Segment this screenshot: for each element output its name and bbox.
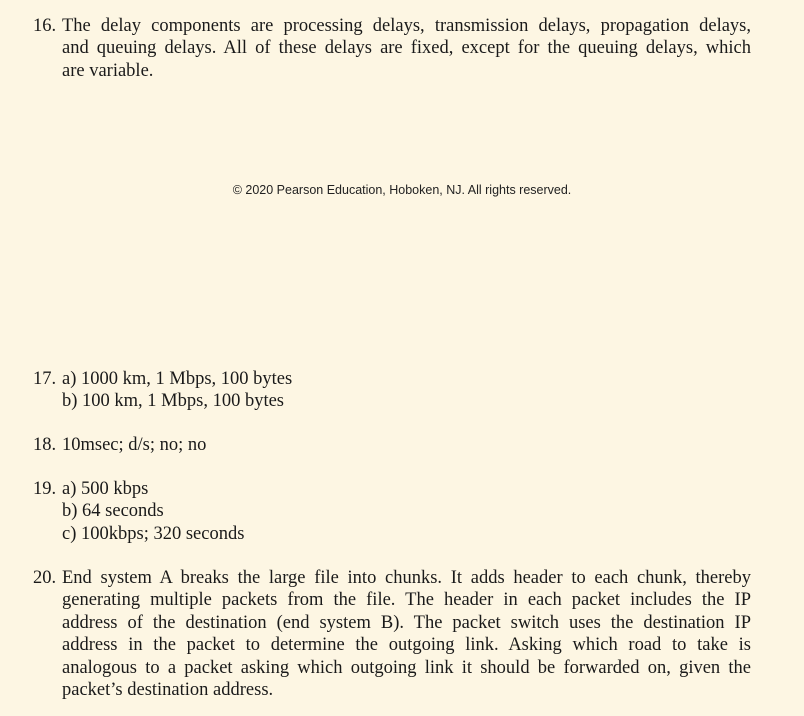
- answer-line: c) 100kbps; 320 seconds: [62, 523, 245, 544]
- question-16: [33, 15, 751, 82]
- answer-line: b) 100 km, 1 Mbps, 100 bytes: [62, 391, 284, 412]
- question-number: 16.: [33, 16, 57, 36]
- answer-line: a) 500 kbps: [62, 479, 149, 499]
- question-number: 17.: [33, 369, 57, 389]
- answer-line: b) 64 seconds: [62, 501, 164, 522]
- answer-line: address of the destination (end system B). The packet switch uses the destination IP: [62, 612, 751, 633]
- question-number: 19.: [33, 479, 57, 499]
- question-18: [33, 434, 751, 456]
- answer-line: 10msec; d/s; no; no: [62, 435, 207, 455]
- question-number: 20.: [33, 568, 57, 588]
- question-17: [33, 368, 751, 413]
- answer-line: generating multiple packets from the file. The header in each packet includes the IP: [62, 590, 751, 611]
- answer-line: packet’s destination address.: [62, 680, 274, 701]
- question-19: [33, 478, 751, 545]
- answer-line: End system A breaks the large file into chunks. It adds header to each chunk, thereby: [62, 568, 751, 588]
- copyright-notice: © 2020 Pearson Education, Hoboken, NJ. All rights reserved.: [232, 183, 572, 197]
- answer-line: a) 1000 km, 1 Mbps, 100 bytes: [62, 369, 293, 389]
- answer-line: address in the packet to determine the outgoing link. Asking which road to take is: [62, 635, 751, 656]
- answer-line: are variable.: [62, 60, 154, 81]
- answer-line: and queuing delays. All of these delays are fixed, except for the queuing delays, which: [62, 38, 751, 59]
- question-20: [33, 567, 751, 701]
- question-number: 18.: [33, 435, 57, 455]
- answer-line: The delay components are processing delays, transmission delays, propagation delays,: [62, 16, 751, 36]
- answer-line: analogous to a packet asking which outgoing link it should be forwarded on, given the: [62, 657, 751, 678]
